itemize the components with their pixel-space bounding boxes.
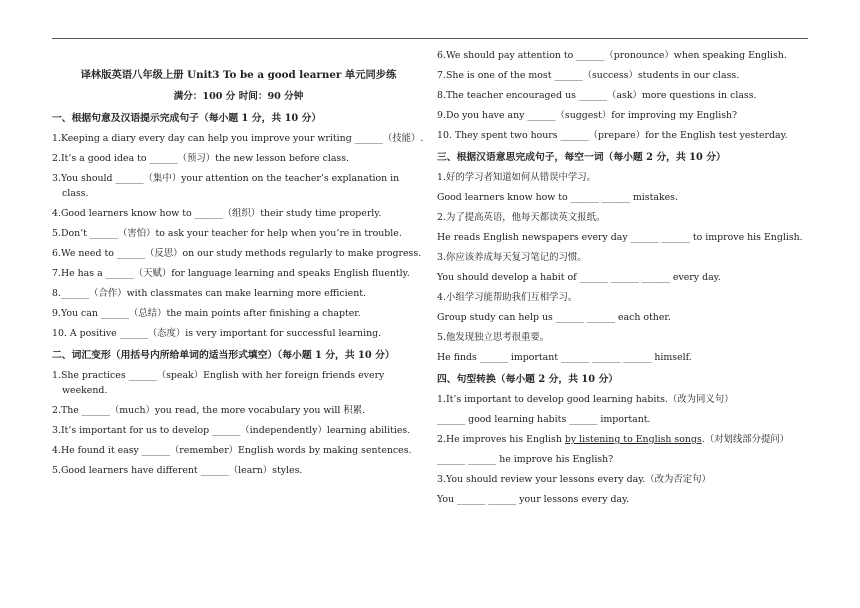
page-subtitle: 满分：100 分 时间：90 分钟	[173, 91, 304, 102]
section1-question: 10. A positive ______（态度）is very important for successful learning.	[52, 328, 382, 339]
underlined-phrase: by listening to English songs	[564, 434, 702, 445]
section1-heading: 一、根据句意及汉语提示完成句子（每小题 1 分，共 10 分）	[52, 113, 322, 124]
section3-prompt: 4.小组学习能帮助我们互相学习。	[437, 292, 578, 303]
section2-question: 1.She practices ______（speak）English with her foreign friends every weekend.	[52, 370, 385, 396]
section4-question	[437, 432, 812, 447]
section2-question: 4.He found it easy ______（remember）English words by making sentences.	[52, 445, 412, 456]
section4-question: 3.You should review your lessons every day.（改为否定句）	[437, 474, 711, 485]
section2-question: 8.The teacher encouraged us ______（ask）more questions in class.	[437, 90, 757, 101]
section2-question: 5.Good learners have different ______（learn）styles.	[52, 465, 303, 476]
section3-sentence: He finds ______ important ______ ______ ______ himself.	[437, 352, 692, 363]
section3-heading: 三、根据汉语意思完成句子，每空一词（每小题 2 分，共 10 分）	[437, 152, 726, 163]
section2-question: 3.It’s important for us to develop ______（independently）learning abilities.	[52, 425, 411, 436]
section4-heading: 四、句型转换（每小题 2 分，共 10 分）	[437, 374, 619, 385]
section1-question: 3.You should ______（集中）your attention on the teacher’s explanation in class.	[52, 173, 400, 199]
section2-question: 6.We should pay attention to ______（pronounce）when speaking English.	[437, 50, 787, 61]
section1-question: 8.______（合作）with classmates can make learning more efficient.	[52, 288, 366, 299]
question-text: 2.He improves his English	[437, 434, 565, 445]
section3-prompt: 2.为了提高英语，他每天都读英文报纸。	[437, 212, 606, 223]
section2-question: 9.Do you have any ______（suggest）for improving my English?	[437, 110, 738, 121]
right-column	[437, 48, 812, 512]
section3-sentence: Good learners know how to ______ ______ mistakes.	[437, 192, 678, 203]
section1-question: 4.Good learners know how to ______（组织）their study time properly.	[52, 208, 382, 219]
section2-question: 7.She is one of the most ______（success）students in our class.	[437, 70, 740, 81]
section2-heading: 二、词汇变形（用括号内所给单词的适当形式填空）（每小题 1 分，共 10 分）	[52, 350, 395, 361]
section1-question: 6.We need to ______（反思）on our study methods regularly to make progress.	[52, 248, 422, 259]
section4-answer-line: ______ ______ he improve his English?	[437, 454, 614, 465]
page-title: 译林版英语八年级上册 Unit3 To be a good learner 单元同步练	[80, 69, 397, 81]
section1-question: 1.Keeping a diary every day can help you improve your writing ______（技能）.	[52, 133, 424, 144]
question-instruction: .（对划线部分提问）	[701, 434, 790, 445]
section3-sentence: He reads English newspapers every day ______ ______ to improve his English.	[437, 232, 803, 243]
section4-answer-line: You ______ ______ your lessons every day.	[437, 494, 630, 505]
section3-sentence: You should develop a habit of ______ ______ ______ every day.	[437, 272, 721, 283]
section1-question: 9.You can ______（总结）the main points after finishing a chapter.	[52, 308, 361, 319]
section1-question: 5.Don’t ______（害怕）to ask your teacher for help when you’re in trouble.	[52, 228, 402, 239]
section4-question: 1.It’s important to develop good learning habits.（改为同义句）	[437, 394, 734, 405]
section3-prompt: 3.你应该养成每天复习笔记的习惯。	[437, 252, 587, 263]
section1-question: 2.It’s a good idea to ______（预习）the new lesson before class.	[52, 153, 350, 164]
top-rule	[52, 38, 808, 39]
section2-question: 10. They spent two hours ______（prepare）for the English test yesterday.	[437, 130, 788, 141]
section3-prompt: 5.他发现独立思考很重要。	[437, 332, 550, 343]
section2-question: 2.The ______（much）you read, the more vocabulary you will 积累.	[52, 405, 366, 416]
section3-prompt: 1.好的学习者知道如何从错误中学习。	[437, 172, 596, 183]
section1-question: 7.He has a ______（天赋）for language learning and speaks English fluently.	[52, 268, 410, 279]
section3-sentence: Group study can help us ______ ______ each other.	[437, 312, 671, 323]
section4-answer-line: ______ good learning habits ______ important.	[437, 414, 651, 425]
left-column	[52, 48, 425, 483]
